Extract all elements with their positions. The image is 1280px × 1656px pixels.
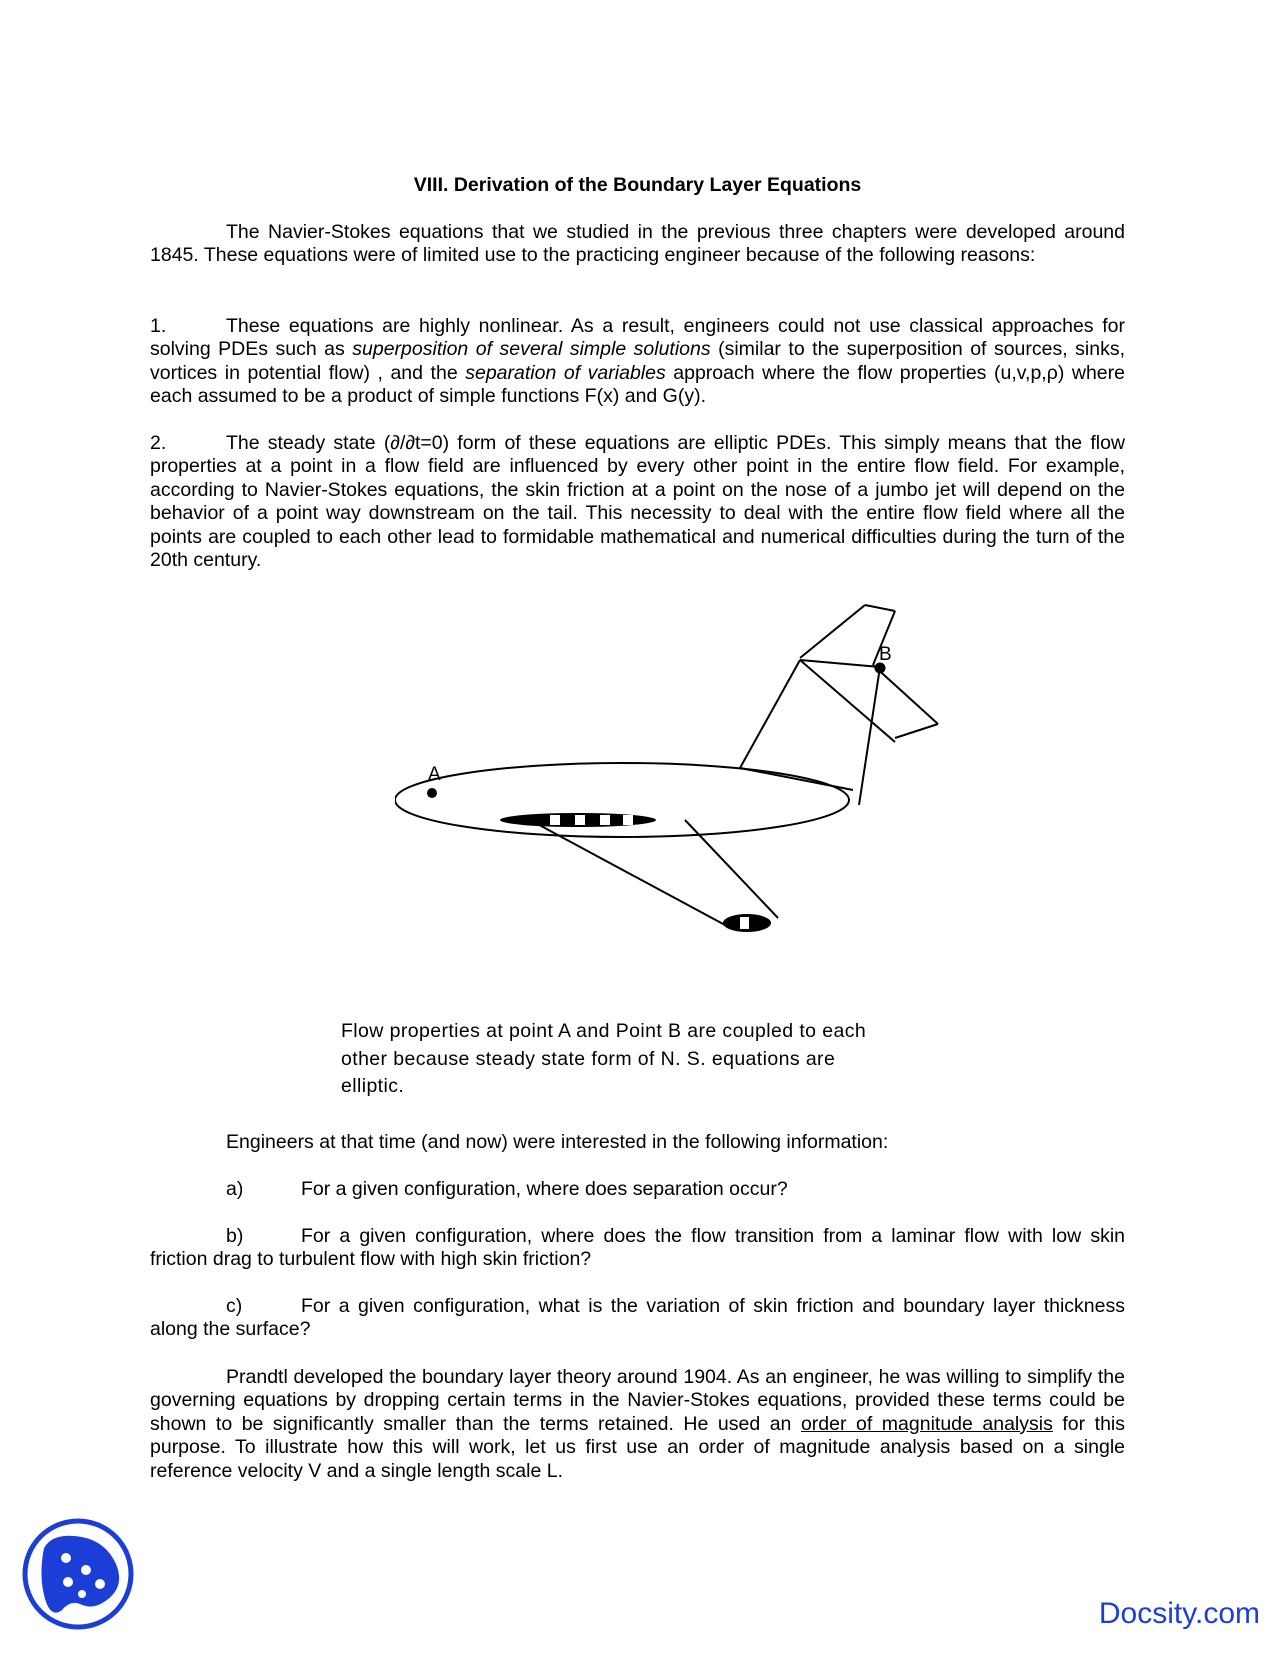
reason-2-number: 2. — [150, 432, 167, 454]
engineers-paragraph: Engineers at that time (and now) were interested in the following information: — [226, 1131, 889, 1153]
item-c — [150, 1295, 1125, 1342]
item-c-text: For a given configuration, what is the variation of skin friction and boundary layer thickness along the surface? — [150, 1295, 1125, 1341]
docsity-logo-icon — [22, 1518, 134, 1630]
item-b — [150, 1225, 1125, 1272]
point-a-label: A — [428, 764, 441, 785]
figure-caption — [341, 1018, 941, 1101]
aircraft-diagram — [395, 590, 1005, 960]
caption-line-1: Flow properties at point A and Point B are coupled to each — [341, 1020, 867, 1042]
caption-line-3: elliptic. — [341, 1075, 405, 1097]
reason-1-emphasis-superposition: superposition of several simple solutions — [352, 338, 711, 361]
tail-leading-edge — [740, 660, 800, 768]
order-of-magnitude-link: order of magnitude analysis — [800, 1412, 1053, 1435]
item-a — [226, 1178, 788, 1201]
reason-1-number: 1. — [150, 315, 167, 337]
tail-tip — [800, 660, 880, 667]
item-a-text: For a given configuration, where does separation occur? — [301, 1178, 788, 1200]
reason-1-emphasis-separation: separation of variables — [465, 361, 666, 384]
reason-1-text-b: (similar to the superposition of sources, sinks, vortices in potential flow) , and the — [150, 338, 1125, 384]
docsity-brand-link[interactable]: Docsity.com — [1098, 1597, 1260, 1630]
wing-root-section — [500, 813, 656, 827]
point-a-marker — [427, 788, 437, 798]
item-c-label: c) — [226, 1295, 243, 1317]
tail-trailing-edge — [859, 667, 880, 805]
point-b-label: B — [879, 644, 892, 665]
reason-1-text-c: approach where the flow properties (u,v,p,ρ) where each assumed to be a product of simple functions F(x) and G(y). — [150, 361, 1125, 408]
tail-root — [740, 768, 853, 790]
reason-1-text-a: These equations are highly nonlinear. As a result, engineers could not use classical approaches for solving PDEs such as — [150, 315, 1125, 361]
intro-paragraph: The Navier-Stokes equations that we studied in the previous three chapters were developed around 1845. These equations were of limited use to the practicing engineer because of the following reasons: — [150, 221, 1125, 267]
wing-tip-section — [723, 914, 771, 932]
stabilizer-tip-upper — [865, 605, 895, 611]
caption-line-2: other because steady state form of N. S. equations are — [341, 1047, 836, 1070]
reason-2-text: The steady state (∂/∂t=0) form of these equations are elliptic PDEs. This simply means that the flow properties at a point in a flow field are influenced by every other point in the entire flow field. For example, according to Navier-Stokes equations, the skin friction at a point on the nose of a jumbo jet will depend on the behavior of a point way downstream on the tail. This necessity to deal with the entire flow field where all the points are coupled to each other lead to formidable mathematical and numerical difficulties during the turn of the 20th century. — [150, 432, 1125, 572]
item-b-text: For a given configuration, where does the flow transition from a laminar flow with low skin friction drag to turbulent flow with high skin friction? — [150, 1225, 1125, 1271]
stabilizer-lower-edge — [873, 665, 938, 724]
section-title: VIII. Derivation of the Boundary Layer Equations — [413, 174, 862, 196]
reason-1-paragraph — [150, 315, 1125, 409]
item-a-label: a) — [226, 1178, 244, 1200]
prandtl-text-b: for this purpose. To illustrate how this will work, let us first use an order of magnitude analysis based on a single reference velocity V and a single length scale L. — [150, 1412, 1125, 1482]
prandtl-paragraph — [150, 1366, 1125, 1483]
stabilizer-upper-edge — [800, 605, 865, 658]
stabilizer-tip-lower — [895, 724, 938, 738]
wing-trailing-edge — [685, 820, 778, 918]
prandtl-text-a: Prandtl developed the boundary layer theory around 1904. As an engineer, he was willing to simplify the governing equations by dropping certain terms in the Navier-Stokes equations, provided these terms could be shown to be significantly smaller than the terms retained. He used an — [150, 1366, 1125, 1435]
item-b-label: b) — [226, 1225, 244, 1247]
reason-2-paragraph — [150, 432, 1125, 572]
fuselage-outline — [395, 763, 849, 837]
